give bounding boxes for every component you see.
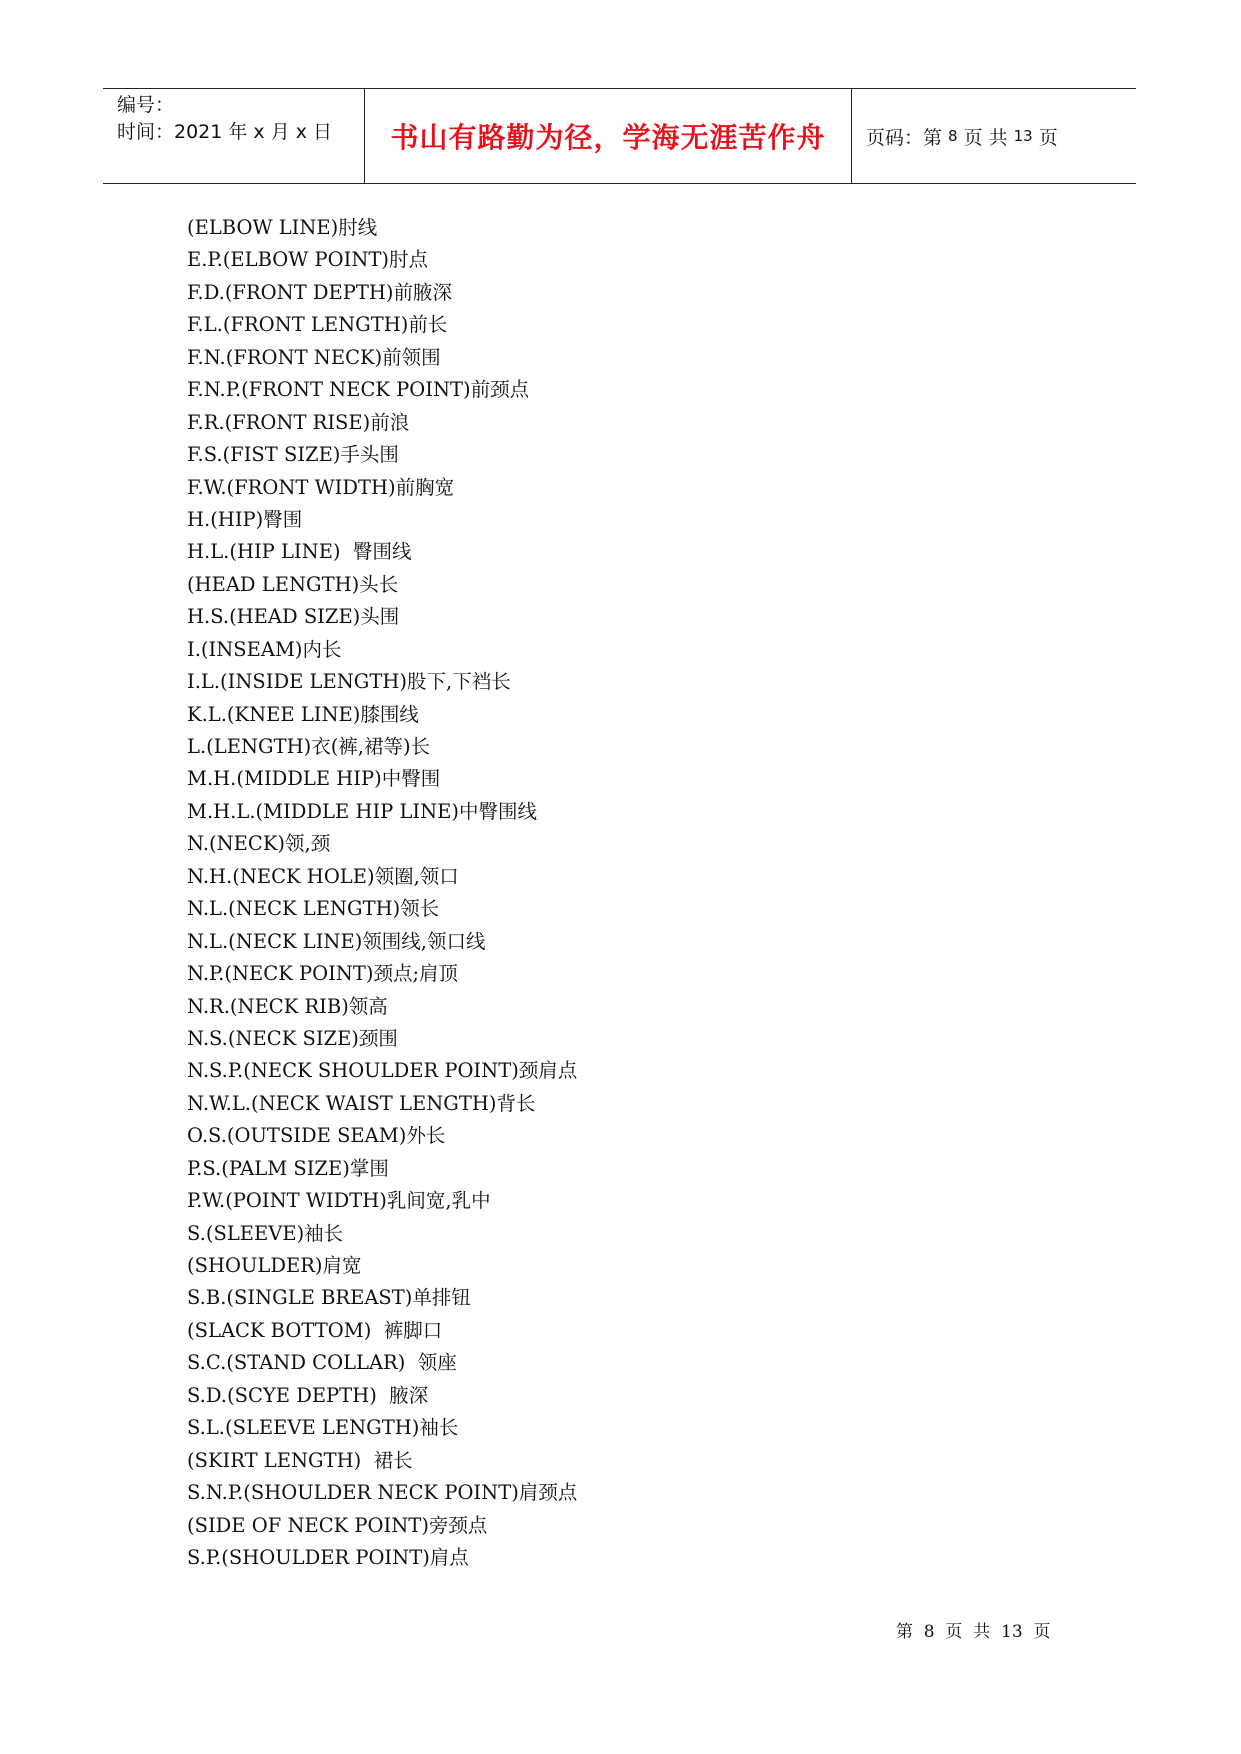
term-item: N.W.L.(NECK WAIST LENGTH)背长 (187, 1091, 536, 1115)
page-header (103, 88, 1136, 184)
term-item: S.B.(SINGLE BREAST)单排钮 (187, 1286, 471, 1310)
page-label-mid: 页 共 (963, 126, 1008, 149)
term-list (187, 212, 577, 1574)
term-item: S.C.(STAND COLLAR) 领座 (187, 1351, 457, 1375)
term-item: I.L.(INSIDE LENGTH)股下,下裆长 (187, 670, 511, 694)
header-meta (103, 89, 365, 183)
time-label: 时间：2021 年 x 月 x 日 (117, 121, 333, 143)
page-label-prefix: 页码：第 (866, 126, 943, 149)
term-item: N.P.(NECK POINT)颈点;肩顶 (187, 962, 459, 986)
term-item: N.S.P.(NECK SHOULDER POINT)颈肩点 (187, 1059, 578, 1083)
term-item: (HEAD LENGTH)头长 (187, 572, 399, 596)
term-item: S.(SLEEVE)袖长 (187, 1221, 344, 1245)
term-item: S.P.(SHOULDER POINT)肩点 (187, 1545, 469, 1569)
term-item: (SLACK BOTTOM) 裤脚口 (187, 1318, 443, 1342)
term-item: I.(INSEAM)内长 (187, 637, 342, 661)
term-item: S.L.(SLEEVE LENGTH)袖长 (187, 1416, 459, 1440)
term-item: H.L.(HIP LINE) 臀围线 (187, 540, 412, 564)
term-item: F.W.(FRONT WIDTH)前胸宽 (187, 475, 455, 499)
term-item: (ELBOW LINE)肘线 (187, 216, 378, 239)
term-item: M.H.(MIDDLE HIP)中臀围 (187, 767, 441, 791)
term-item: H.(HIP)臀围 (187, 507, 303, 531)
page-footer: 第 8 页 共 13 页 (896, 1622, 1051, 1642)
term-item: S.N.P.(SHOULDER NECK POINT)肩颈点 (187, 1481, 578, 1505)
term-item: F.N.(FRONT NECK)前领围 (187, 345, 441, 369)
term-item: N.(NECK)领,颈 (187, 832, 331, 856)
term-item: O.S.(OUTSIDE SEAM)外长 (187, 1124, 446, 1148)
header-page-info (852, 89, 1136, 183)
number-label: 编号： (117, 94, 175, 116)
term-item: P.S.(PALM SIZE)掌围 (187, 1156, 389, 1180)
header-motto: 书山有路勤为径，学海无涯苦作舟 (365, 89, 852, 183)
term-item: F.D.(FRONT DEPTH)前腋深 (187, 280, 453, 304)
term-item: F.N.P.(FRONT NECK POINT)前颈点 (187, 378, 530, 402)
term-item: S.D.(SCYE DEPTH) 腋深 (187, 1383, 429, 1407)
term-item: L.(LENGTH)衣(裤,裙等)长 (187, 735, 431, 758)
term-item: P.W.(POINT WIDTH)乳间宽,乳中 (187, 1189, 491, 1213)
term-item: N.R.(NECK RIB)领高 (187, 994, 388, 1018)
page-label-suffix: 页 (1038, 126, 1058, 149)
term-item: F.S.(FIST SIZE)手头围 (187, 443, 399, 467)
term-item: H.S.(HEAD SIZE)头围 (187, 605, 400, 629)
page-total: 13 (1013, 127, 1033, 145)
term-item: M.H.L.(MIDDLE HIP LINE)中臀围线 (187, 799, 538, 823)
term-item: N.L.(NECK LINE)领围线,领口线 (187, 929, 486, 953)
term-item: F.R.(FRONT RISE)前浪 (187, 410, 410, 434)
term-item: N.H.(NECK HOLE)领圈,领口 (187, 864, 459, 888)
term-item: E.P.(ELBOW POINT)肘点 (187, 248, 428, 272)
term-item: N.S.(NECK SIZE)颈围 (187, 1026, 398, 1050)
page-current: 8 (948, 127, 958, 145)
term-item: F.L.(FRONT LENGTH)前长 (187, 313, 448, 337)
term-item: (SHOULDER)肩宽 (187, 1254, 362, 1277)
term-item: (SIDE OF NECK POINT)旁颈点 (187, 1513, 488, 1537)
term-item: K.L.(KNEE LINE)膝围线 (187, 702, 419, 726)
term-item: N.L.(NECK LENGTH)领长 (187, 897, 440, 921)
term-item: (SKIRT LENGTH) 裙长 (187, 1448, 413, 1472)
